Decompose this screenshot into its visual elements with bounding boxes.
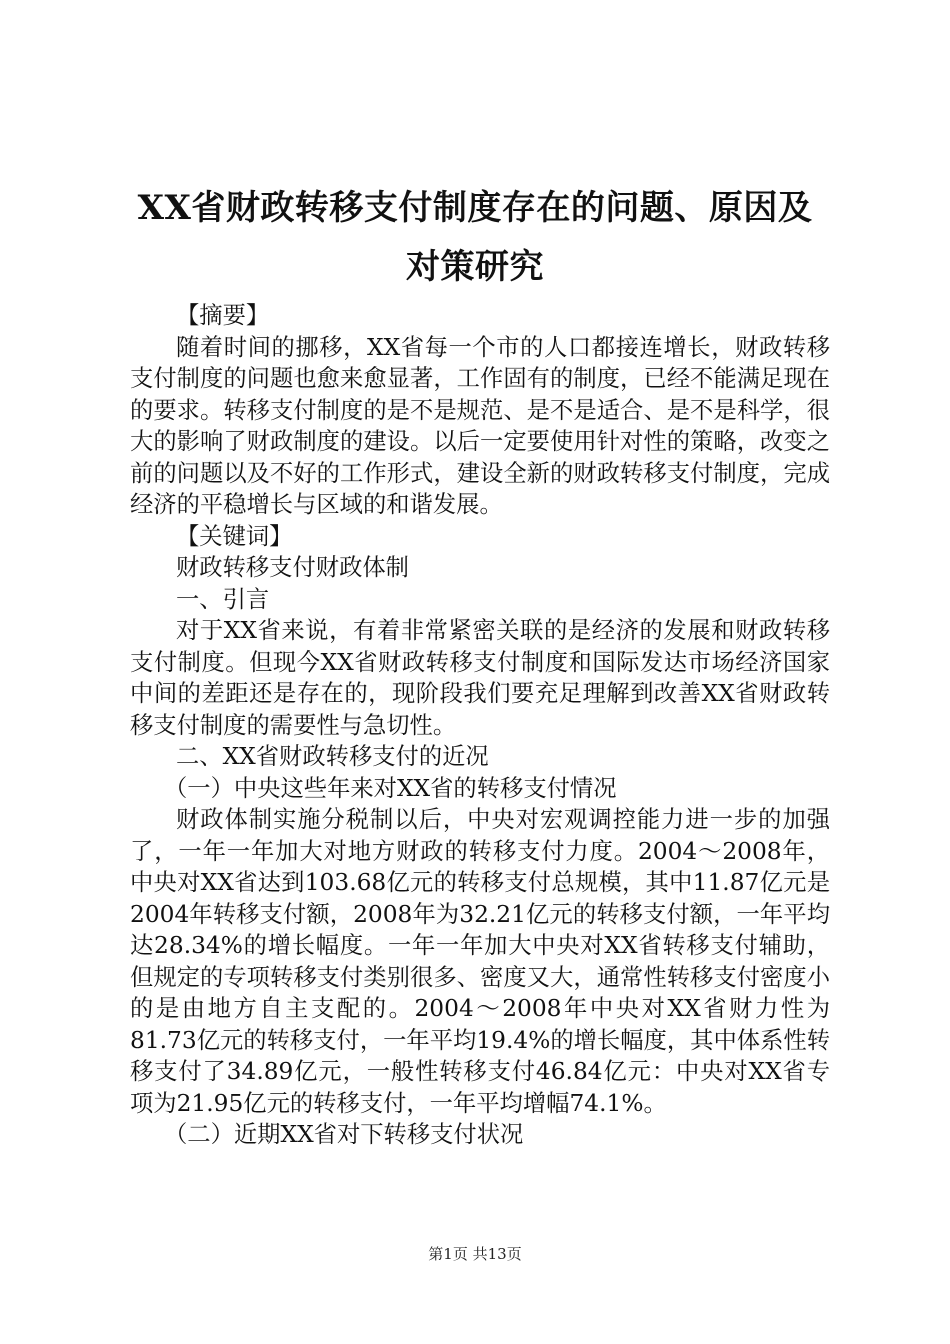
document-body bbox=[130, 300, 830, 1151]
keywords-text: 财政转移支付财政体制 bbox=[176, 554, 409, 581]
document-title-line-2: 对策研究 bbox=[406, 247, 544, 287]
central-transfer-paragraph: 财政体制实施分税制以后，中央对宏观调控能力进一步的加强了，一年一年加大对地方财政的转移支付力度。2004～2008年，中央对XX省达到103.68亿元的转移支付总规模，其中11.87亿元是2004年转移支付额，2008年为32.21亿元的转移支付额，一年平均达28.34%的增长幅度。一年一年加大中央对XX省转移支付辅助，但规定的专项转移支付类别很多、密度又大，通常性转移支付密度小的是由地方自主支配的。2004～2008年中央对XX省财力性为81.73亿元的转移支付，一年平均19.4%的增长幅度，其中体系性转移支付了34.89亿元，一般性转移支付46.84亿元：中央对XX省专项为21.95亿元的转移支付，一年平均增幅74.1%。 bbox=[130, 806, 830, 1117]
section-heading-status: 二、XX省财政转移支付的近况 bbox=[176, 743, 489, 770]
subsection-heading-provincial: （二）近期XX省对下转移支付状况 bbox=[164, 1121, 524, 1148]
abstract-heading: 【摘要】 bbox=[176, 302, 270, 329]
section-heading-introduction: 一、引言 bbox=[176, 585, 270, 613]
introduction-paragraph: 对于XX省来说，有着非常紧密关联的是经济的发展和财政转移支付制度。但现今XX省财政转移支付制度和国际发达市场经济国家中间的差距还是存在的，现阶段我们要充足理解到改善XX省财政转移支付制度的需要性与急切性。 bbox=[130, 617, 830, 739]
keywords-heading: 【关键词】 bbox=[176, 522, 293, 550]
document-title-line-1: XX省财政转移支付制度存在的问题、原因及 bbox=[137, 188, 813, 228]
abstract-paragraph: 随着时间的挪移，XX省每一个市的人口都接连增长，财政转移支付制度的问题也愈来愈显著，工作固有的制度，已经不能满足现在的要求。转移支付制度的是不是规范、是不是适合、是不是科学，很大的影响了财政制度的建设。以后一定要使用针对性的策略，改变之前的问题以及不好的工作形式，建设全新的财政转移支付制度，完成经济的平稳增长与区域的和谐发展。 bbox=[130, 333, 830, 518]
subsection-heading-central: （一）中央这些年来对XX省的转移支付情况 bbox=[164, 774, 617, 802]
page-indicator: 第1页 共13页 bbox=[428, 1245, 522, 1263]
